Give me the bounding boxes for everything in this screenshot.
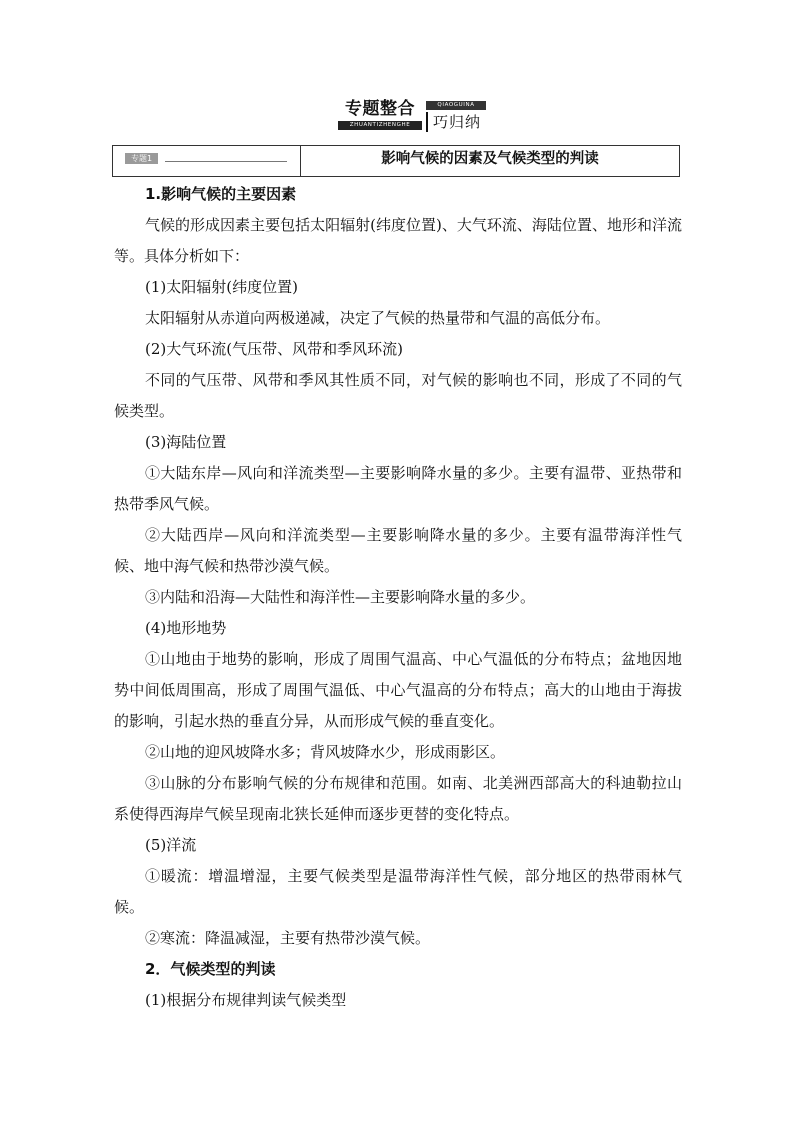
section-heading: 2．气候类型的判读 <box>145 960 276 978</box>
subheading: (1)太阳辐射(纬度位置) <box>145 278 298 296</box>
section-banner <box>338 99 488 133</box>
subheading: (3)海陆位置 <box>145 433 227 451</box>
subheading: (2)大气环流(气压带、风带和季风环流) <box>145 340 403 358</box>
paragraph: ③内陆和沿海—大陆性和海洋性—主要影响降水量的多少。 <box>145 588 536 606</box>
paragraph: ③山脉的分布影响气候的分布规律和范围。如南、北美洲西部高大的科迪勒拉山系使得西海岸气候呈现南北狭长延伸而逐步更替的变化特点。 <box>114 774 682 823</box>
paragraph: 气候的形成因素主要包括太阳辐射(纬度位置)、大气环流、海陆位置、地形和洋流等。具体分析如下： <box>114 216 682 265</box>
paragraph: 太阳辐射从赤道向两极递减，决定了气候的热量带和气温的高低分布。 <box>145 309 611 327</box>
banner-right-title: 巧归纳 <box>426 112 486 132</box>
paragraph: ①大陆东岸—风向和洋流类型—主要影响降水量的多少。主要有温带、亚热带和热带季风气候。 <box>114 464 682 513</box>
document-body <box>114 179 682 1016</box>
topic-header-box <box>112 145 680 177</box>
section-heading: 1.影响气候的主要因素 <box>145 185 297 203</box>
banner-right-pinyin: QIAOGUINA <box>426 101 486 110</box>
banner-left-title: 专题整合 <box>345 99 415 119</box>
banner-left-pinyin: ZHUANTIZHENGHE <box>338 121 422 130</box>
paragraph: ②寒流：降温减湿，主要有热带沙漠气候。 <box>145 929 431 947</box>
paragraph: ①山地由于地势的影响，形成了周围气温高、中心气温低的分布特点；盆地因地势中间低周围高，形成了周围气温低、中心气温高的分布特点；高大的山地由于海拔的影响，引起水热的垂直分异，从而形成气候的垂直变化。 <box>114 650 682 730</box>
subheading: (5)洋流 <box>145 836 197 854</box>
topic-title: 影响气候的因素及气候类型的判读 <box>381 151 599 167</box>
paragraph: ②大陆西岸—风向和洋流类型—主要影响降水量的多少。主要有温带海洋性气候、地中海气候和热带沙漠气候。 <box>114 526 682 575</box>
subheading: (4)地形地势 <box>145 619 227 637</box>
topic-tag-line <box>165 161 287 162</box>
subheading: (1)根据分布规律判读气候类型 <box>145 991 347 1009</box>
paragraph: ②山地的迎风坡降水多；背风坡降水少，形成雨影区。 <box>145 743 506 761</box>
paragraph: 不同的气压带、风带和季风其性质不同，对气候的影响也不同，形成了不同的气候类型。 <box>114 371 682 420</box>
paragraph: ①暖流：增温增湿，主要气候类型是温带海洋性气候，部分地区的热带雨林气候。 <box>114 867 682 916</box>
topic-tag: 专题1 <box>125 153 158 164</box>
